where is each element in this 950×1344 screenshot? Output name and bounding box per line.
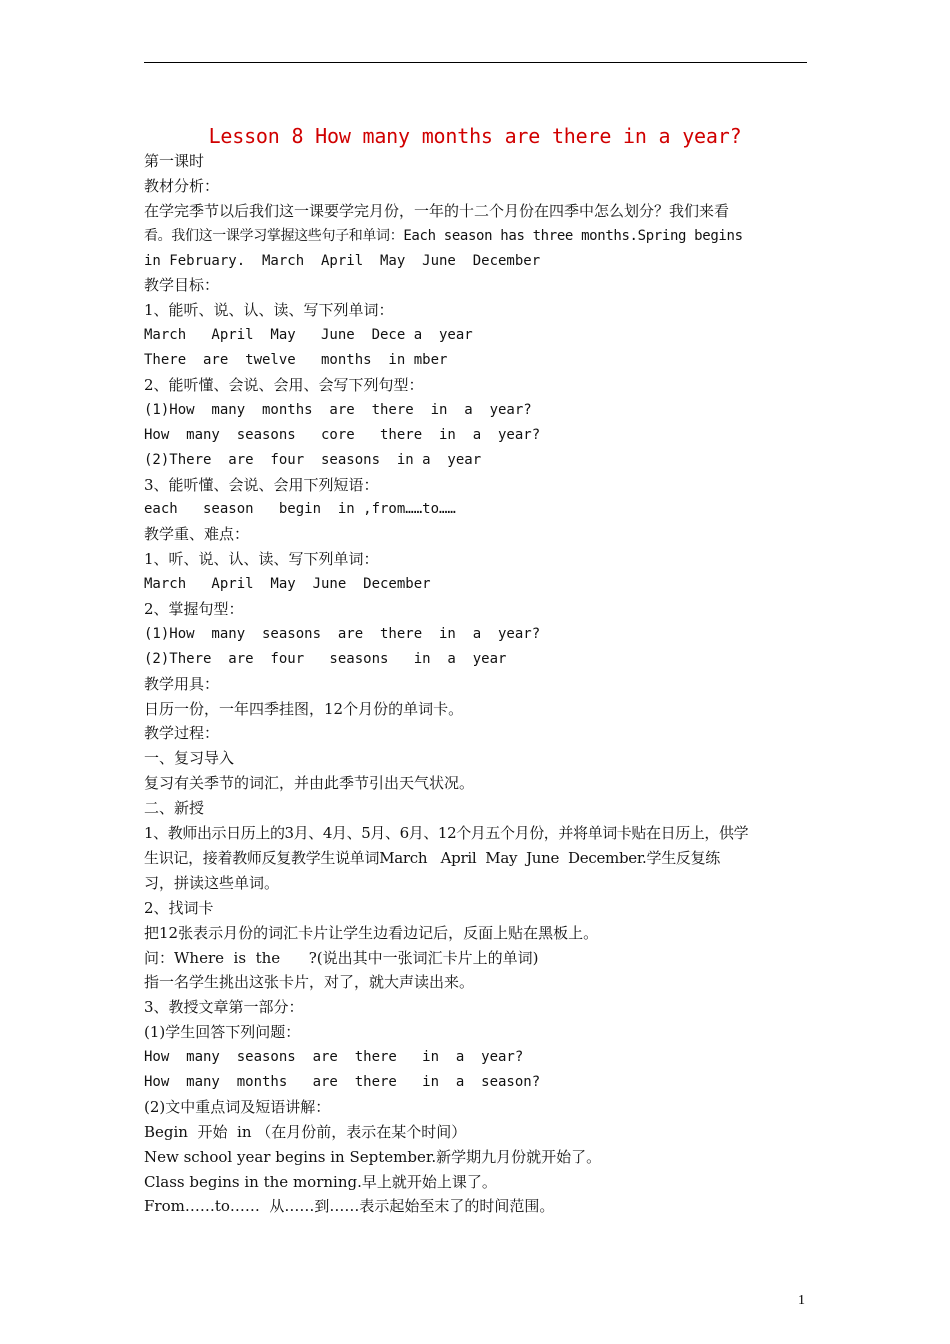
text-line: March April May June December [144, 576, 431, 593]
text-line: 第一课时 [144, 152, 205, 170]
text-line: 教学用具： [144, 674, 220, 693]
text-line: 习，拼读这些单词。 [144, 873, 280, 892]
text-line: March April May June Dece a year [144, 327, 473, 344]
text-line: There are twelve months in mber [144, 352, 448, 369]
text-line: 教学目标： [144, 276, 220, 295]
text-line: How many months are there in a season? [144, 1073, 541, 1090]
text-line: 问：Where is the ?(说出其中一张词汇卡片上的单词) [144, 948, 539, 967]
text-line: Class begins in the morning.早上就开始上课了。 [144, 1172, 497, 1191]
text-line: From……to…… 从……到……表示起始至末了的时间范围。 [144, 1197, 555, 1216]
text-line: 2、找词卡 [144, 898, 214, 917]
header-rule [144, 62, 807, 63]
text-line: 指一名学生挑出这张卡片，对了，就大声读出来。 [144, 973, 475, 992]
text-line: 在学完季节以后我们这一课要学完月份，一年的十二个月份在四季中怎么划分？我们来看 [144, 201, 730, 220]
text-line: (1)学生回答下列问题： [144, 1023, 301, 1042]
text-line: 3、能听懂、会说、会用下列短语： [144, 475, 379, 494]
lesson-title: Lesson 8 How many months are there in a year? [208, 124, 742, 148]
text-line: in February. March April May June December [144, 252, 541, 269]
text-line: (2)There are four seasons in a year [144, 451, 482, 468]
text-line: 1、教师出示日历上的3月、4月、5月、6月、12个月五个月份，并将单词卡贴在日历上，供学 [144, 824, 749, 843]
text-line: 3、教授文章第一部分： [144, 998, 304, 1017]
text-line: 2、能听懂、会说、会用、会写下列句型： [144, 376, 424, 395]
text-line: 2、掌握句型： [144, 600, 244, 619]
text-line: 日历一份，一年四季挂图，12个月份的单词卡。 [144, 699, 464, 718]
text-line: 看。我们这一课学习掌握这些句子和单词：Each season has three months.Spring begins [144, 227, 743, 244]
text-line: 教材分析： [144, 176, 220, 195]
text-line: New school year begins in September.新学期九月份就开始了。 [144, 1147, 602, 1166]
text-line: 教学过程： [144, 724, 220, 743]
text-line: 一、复习导入 [144, 749, 235, 768]
text-line: 把12张表示月份的词汇卡片让学生边看边记后，反面上贴在黑板上。 [144, 923, 599, 942]
text-line: (2)There are four seasons in a year [144, 650, 507, 667]
text-line: 1、听、说、认、读、写下列单词： [144, 550, 379, 569]
text-line: How many seasons core there in a year? [144, 426, 541, 443]
text-line: 1、能听、说、认、读、写下列单词： [144, 301, 394, 320]
text-line: each season begin in ,from……to…… [144, 501, 456, 518]
text-line: Begin 开始 in （在月份前，表示在某个时间） [144, 1122, 467, 1141]
text-line: 生识记，接着教师反复教学生说单词March April May June December.学生反复练 [144, 848, 721, 867]
page-number: 1 [798, 1293, 805, 1308]
text-line: How many seasons are there in a year? [144, 1049, 524, 1066]
text-line: 复习有关季节的词汇，并由此季节引出天气状况。 [144, 774, 475, 793]
text-line: (1)How many seasons are there in a year? [144, 625, 541, 642]
text-line: 二、新授 [144, 799, 205, 818]
document-body [144, 149, 808, 1219]
text-line: (2)文中重点词及短语讲解： [144, 1097, 331, 1116]
text-line: (1)How many months are there in a year? [144, 401, 532, 418]
text-line: 教学重、难点： [144, 525, 250, 544]
